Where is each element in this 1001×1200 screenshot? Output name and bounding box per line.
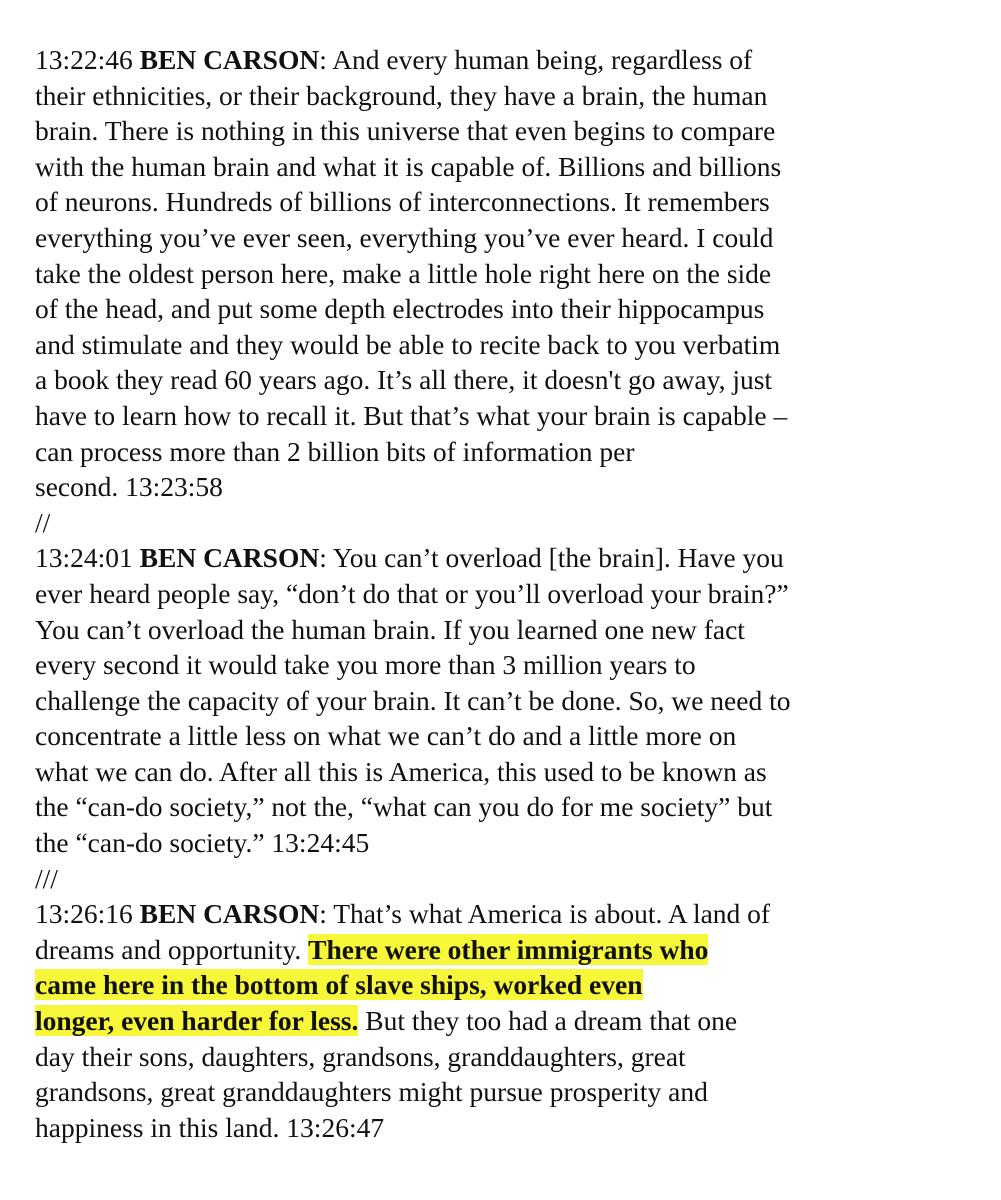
- transcript-line: ever heard people say, “don’t do that or you’ll overload your brain?”: [35, 577, 789, 609]
- transcript-line: [35, 42, 975, 78]
- transcript-text: : You can’t overload [the brain]. Have you: [319, 542, 784, 574]
- transcript-line: and stimulate and they would be able to recite back to you verbatim: [35, 328, 781, 360]
- transcript-text: But they too had a dream that one: [358, 1005, 738, 1037]
- section-separator: //: [35, 506, 51, 538]
- transcript-line: a book they read 60 years ago. It’s all there, it doesn't go away, just: [35, 364, 773, 396]
- transcript-line: challenge the capacity of your brain. It can’t be done. So, we need to: [35, 684, 791, 716]
- transcript-line: with the human brain and what it is capable of. Billions and billions: [35, 150, 782, 182]
- section-separator: ///: [35, 862, 58, 894]
- transcript-line: [35, 1003, 975, 1039]
- highlighted-text: longer, even harder for less.: [35, 1005, 359, 1037]
- transcript-line: the “can-do society.” 13:24:45: [35, 827, 370, 859]
- speaker-name: BEN CARSON: [139, 542, 320, 574]
- transcript-line: of neurons. Hundreds of billions of interconnections. It remembers: [35, 186, 770, 218]
- transcript-line: second. 13:23:58: [35, 471, 223, 503]
- transcript-line: day their sons, daughters, grandsons, granddaughters, great: [35, 1040, 686, 1072]
- transcript-line: brain. There is nothing in this universe that even begins to compare: [35, 115, 776, 147]
- transcript-line: take the oldest person here, make a little hole right here on the side: [35, 257, 772, 289]
- timestamp: 13:22:46: [35, 44, 140, 75]
- timestamp: 13:26:16: [35, 898, 140, 930]
- transcript-line: of the head, and put some depth electrodes into their hippocampus: [35, 293, 765, 325]
- transcript-line: You can’t overload the human brain. If you learned one new fact: [35, 613, 745, 645]
- transcript-line: have to learn how to recall it. But that’s what your brain is capable –: [35, 399, 788, 431]
- transcript-line: [35, 896, 975, 932]
- transcript-text: dreams and opportunity.: [35, 933, 309, 965]
- transcript-line: [35, 932, 975, 968]
- transcript-text: : And every human being, regardless of: [319, 44, 753, 75]
- transcript-line: what we can do. After all this is America, this used to be known as: [35, 755, 767, 787]
- transcript-line: grandsons, great granddaughters might pursue prosperity and: [35, 1076, 708, 1108]
- transcript-document: [35, 42, 975, 1145]
- transcript-line: everything you’ve ever seen, everything you’ve ever heard. I could: [35, 221, 774, 253]
- timestamp: 13:24:01: [35, 542, 140, 574]
- transcript-line: the “can-do society,” not the, “what can you do for me society” but: [35, 791, 773, 823]
- transcript-line: concentrate a little less on what we can’t do and a little more on: [35, 720, 737, 752]
- transcript-line: can process more than 2 billion bits of information per: [35, 435, 635, 467]
- highlighted-text: There were other immigrants who: [308, 933, 709, 965]
- speaker-name: BEN CARSON: [139, 898, 320, 930]
- highlighted-text: came here in the bottom of slave ships, worked even: [35, 969, 643, 1001]
- transcript-text: : That’s what America is about. A land of: [319, 898, 771, 930]
- speaker-name: BEN CARSON: [139, 44, 320, 75]
- transcript-line: [35, 967, 975, 1003]
- transcript-line: [35, 540, 975, 576]
- transcript-line: their ethnicities, or their background, they have a brain, the human: [35, 79, 768, 111]
- transcript-line: happiness in this land. 13:26:47: [35, 1111, 385, 1143]
- transcript-line: every second it would take you more than 3 million years to: [35, 649, 696, 681]
